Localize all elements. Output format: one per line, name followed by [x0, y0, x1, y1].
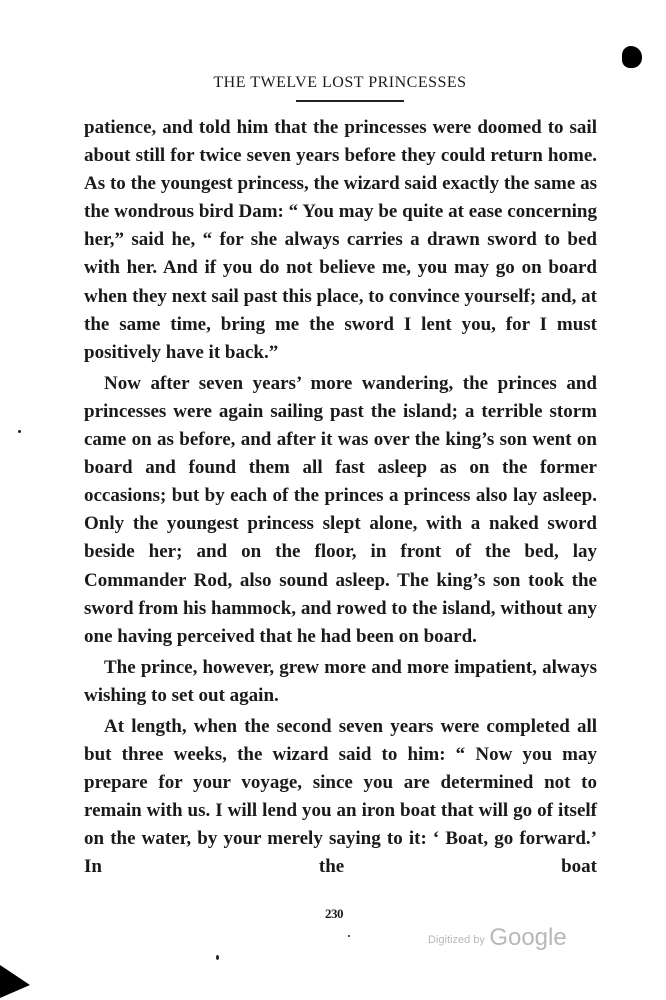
paragraph-2: Now after seven years’ more wandering, the princes and princesses were again sailing past the island; a terrible storm came on as before, and after it was over the king’s son went on board and found them all fast asleep as on the former occasions; but by each of the princes a princess also lay asleep. Only the youngest princess slept alone, with a naked sword beside her; and on the floor, in front of the bed, lay Commander Rod, also sound asleep. The king’s son took the sword from his hammock, and rowed to the island, without any one having perceived that he had been on board.: [84, 372, 597, 647]
page-number: 230: [325, 906, 343, 921]
watermark-brand: Google: [489, 924, 567, 951]
ink-blot: [622, 46, 642, 68]
header-rule: [296, 100, 404, 102]
ink-speck: [216, 955, 219, 960]
ink-speck: [348, 935, 350, 937]
ink-speck: [18, 430, 21, 433]
paragraph-4: At length, when the second seven years were completed all but three weeks, the wizard said to him: “ Now you may prepare for your voyage, since you are determined not to remain with us. I will lend you an iron boat that will go of itself on the water, by your merely saying to it: ‘ Boat, go forward.’ In the boat: [84, 715, 597, 878]
running-title: THE TWELVE LOST PRINCESSES: [213, 74, 467, 91]
paragraph-1: patience, and told him that the princesses were doomed to sail about still for twice seven years before they could return home. As to the youngest princess, the wizard said exactly the same as the wondrous bird Dam: “ You may be quite at ease concerning her,” said he, “ for she always carries a drawn sword to bed with her. And if you do not believe me, you may go on board when they next sail past this place, to convince yourself; and, at the same time, bring me the sword I lent you, for I must positively have it back.”: [84, 117, 597, 363]
body-text: [84, 114, 597, 885]
watermark-prefix: Digitized by: [428, 934, 485, 946]
paragraph-3: The prince, however, grew more and more impatient, always wishing to set out again.: [84, 656, 597, 706]
google-watermark: [428, 924, 567, 952]
corner-triangle-mark: [0, 965, 30, 998]
